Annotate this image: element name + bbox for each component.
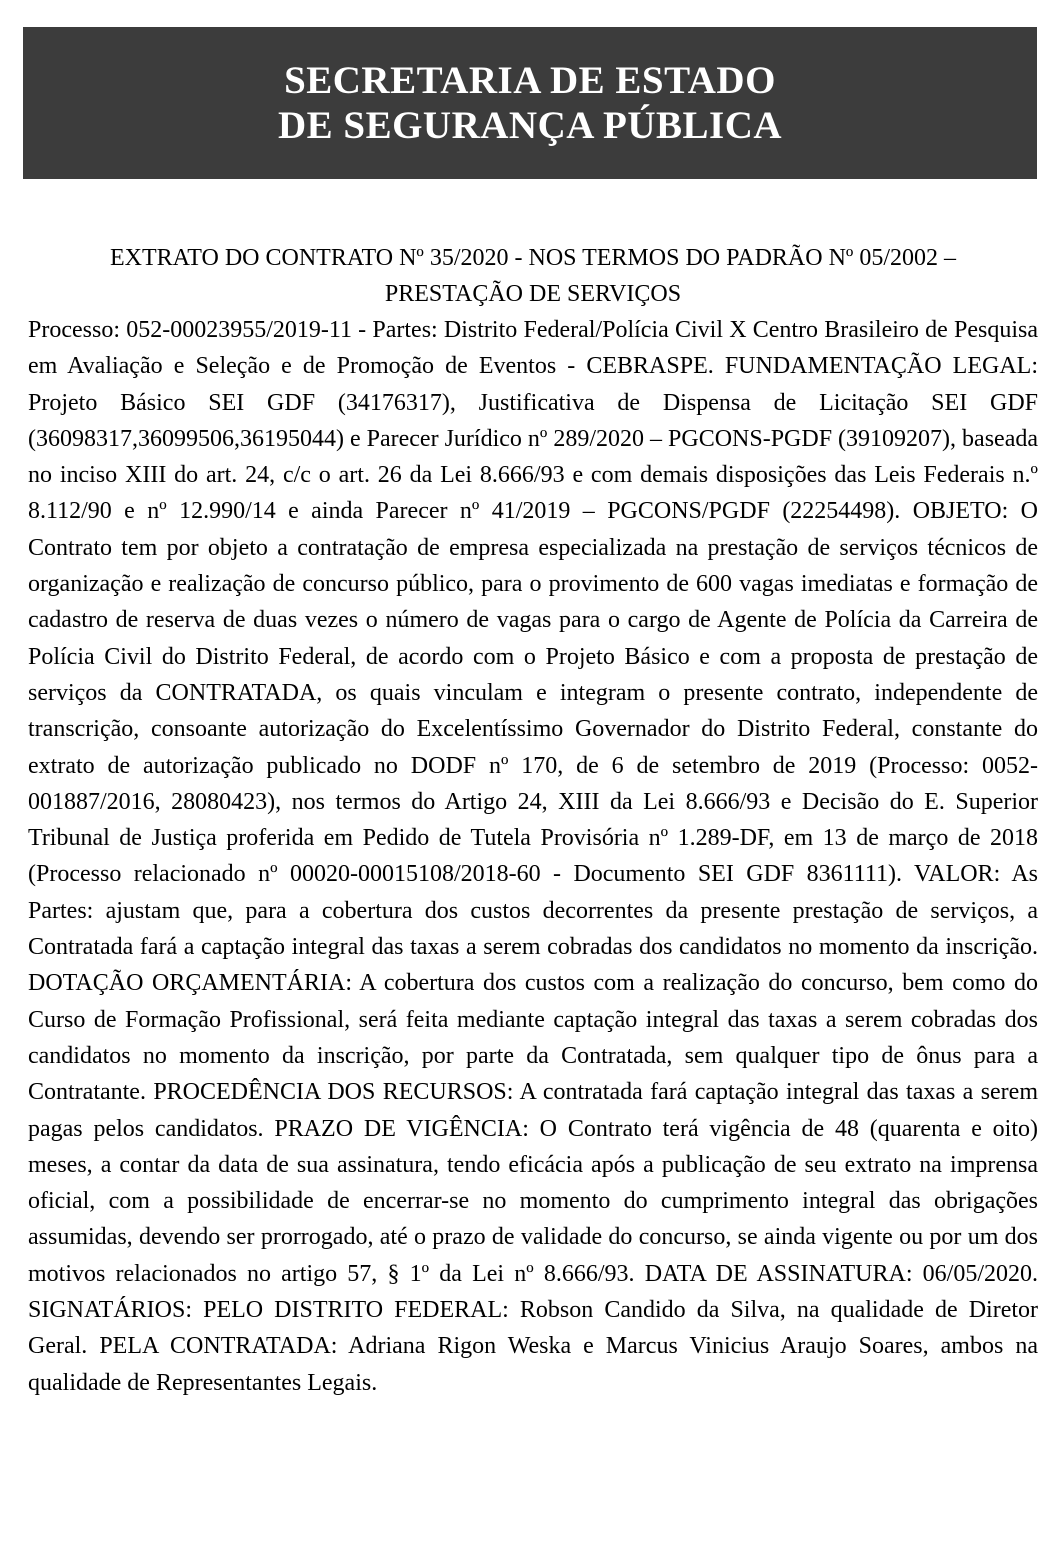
document-title [28, 240, 1038, 312]
header-title-line-2: DE SEGURANÇA PÚBLICA [277, 104, 783, 147]
document-body: Processo: 052-00023955/2019-11 - Partes: Distrito Federal/Polícia Civil X Centro Brasileiro de Pesquisa em Avaliação e Seleção e de Promoção de Eventos - CEBRASPE. FUNDAMENTAÇÃO LEGAL: Projeto Básico SEI GDF (34176317), Justificativa de Dispensa de Licitação SEI GDF (36098317,36099506,36195044) e Parecer Jurídico nº 289/2020 – PGCONS-PGDF (39109207), baseada no inciso XIII do art. 24, c/c o art. 26 da Lei 8.666/93 e com demais disposições das Leis Federais n.º 8.112/90 e nº 12.990/14 e ainda Parecer nº 41/2019 – PGCONS/PGDF (22254498). OBJETO: O Contrato tem por objeto a contratação de empresa especializada na prestação de serviços técnicos de organização e realização de concurso público, para o provimento de 600 vagas imediatas e formação de cadastro de reserva de duas vezes o número de vagas para o cargo de Agente de Polícia da Carreira de Polícia Civil do Distrito Federal, de acordo com o Projeto Básico e com a proposta de prestação de serviços da CONTRATADA, os quais vinculam e integram o presente contrato, independente de transcrição, consoante autorização do Excelentíssimo Governador do Distrito Federal, constante do extrato de autorização publicado no DODF nº 170, de 6 de setembro de 2019 (Processo: 0052-001887/2016, 28080423), nos termos do Artigo 24, XIII da Lei 8.666/93 e Decisão do E. Superior Tribunal de Justiça proferida em Pedido de Tutela Provisória nº 1.289-DF, em 13 de março de 2018 (Processo relacionado nº 00020-00015108/2018-60 - Documento SEI GDF 8361111). VALOR: As Partes: ajustam que, para a cobertura dos custos decorrentes da presente prestação de serviços, a Contratada fará a captação integral das taxas a serem cobradas dos candidatos no momento da inscrição. DOTAÇÃO ORÇAMENTÁRIA: A cobertura dos custos com a realização do concurso, bem como do Curso de Formação Profissional, será feita mediante captação integral das taxas a serem cobradas dos candidatos no momento da inscrição, por parte da Contratada, sem qualquer tipo de ônus para a Contratante. PROCEDÊNCIA DOS RECURSOS: A contratada fará captação integral das taxas a serem pagas pelos candidatos. PRAZO DE VIGÊNCIA: O Contrato terá vigência de 48 (quarenta e oito) meses, a contar da data de sua assinatura, tendo eficácia após a publicação de seu extrato na imprensa oficial, com a possibilidade de encerrar-se no momento do cumprimento integral das obrigações assumidas, devendo ser prorrogado, até o prazo de validade do concurso, se ainda vigente ou por um dos motivos relacionados no artigo 57, § 1º da Lei nº 8.666/93. DATA DE ASSINATURA: 06/05/2020. SIGNATÁRIOS: PELO DISTRITO FEDERAL: Robson Candido da Silva, na qualidade de Diretor Geral. PELA CONTRATADA: Adriana Rigon Weska e Marcus Vinicius Araujo Soares, ambos na qualidade de Representantes Legais. [28, 317, 1038, 1396]
header-title-line-1: SECRETARIA DE ESTADO [284, 59, 776, 102]
header-banner [23, 27, 1037, 179]
document-title-line-1: EXTRATO DO CONTRATO Nº 35/2020 - NOS TERMOS DO PADRÃO Nº 05/2002 – [109, 245, 957, 271]
document-title-line-2: PRESTAÇÃO DE SERVIÇOS [384, 281, 682, 307]
